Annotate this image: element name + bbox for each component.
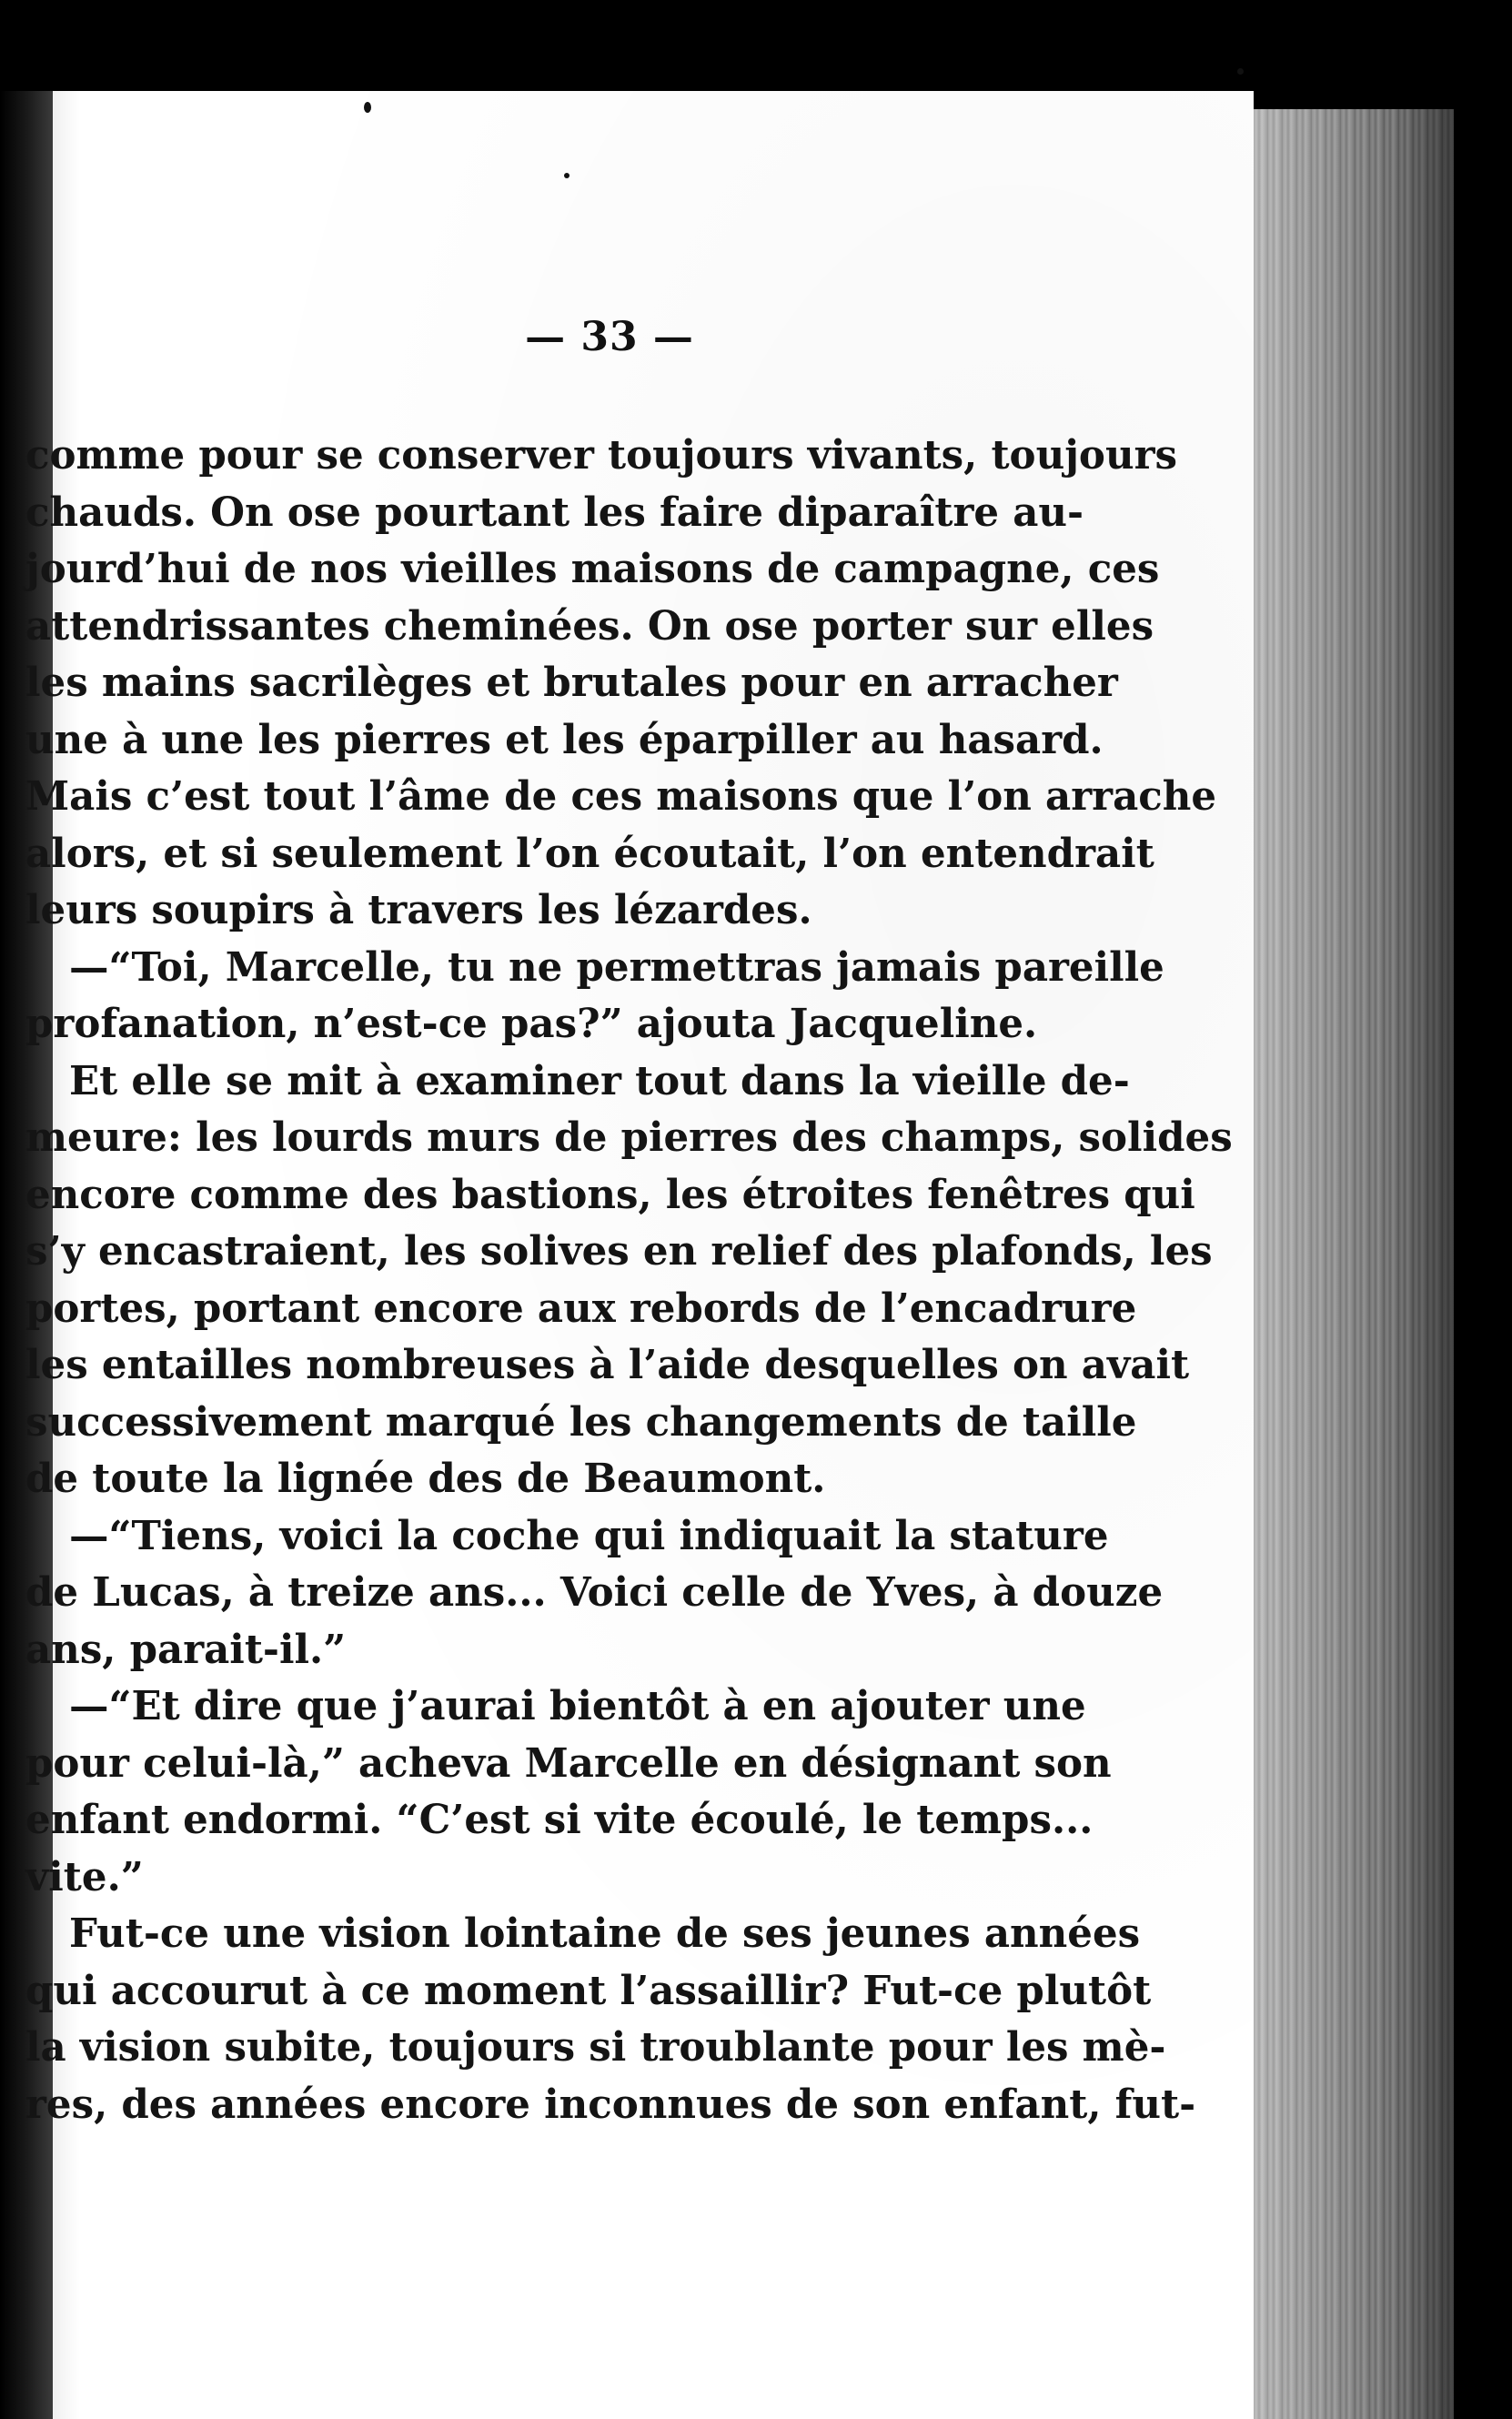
text-line: de Lucas, à treize ans... Voici celle de Yves, à douze: [25, 1569, 1164, 1616]
text-line: comme pour se conserver toujours vivants, toujours: [25, 432, 1177, 479]
text-line: ans, parait-il.”: [25, 1626, 347, 1673]
text-line: meure: les lourds murs de pierres des champs, solides: [25, 1114, 1233, 1161]
text-line: la vision subite, toujours si troublante pour les mè-: [25, 2024, 1166, 2071]
page-number: — 33 —: [525, 314, 694, 360]
ink-speck: [564, 173, 570, 178]
text-line: —“Et dire que j’aurai bientôt à en ajouter une: [69, 1683, 1086, 1729]
text-line: qui accourut à ce moment l’assaillir? Fut-ce plutôt: [25, 1967, 1152, 2014]
text-line: Mais c’est tout l’âme de ces maisons que l’on arrache: [25, 773, 1217, 820]
text-line: une à une les pierres et les éparpiller au hasard.: [25, 716, 1104, 763]
text-line: alors, et si seulement l’on écoutait, l’on entendrait: [25, 830, 1154, 877]
ink-speck: [1237, 68, 1244, 75]
text-line: s’y encastraient, les solives en relief des plafonds, les: [25, 1228, 1213, 1275]
text-line: vite.”: [25, 1853, 144, 1900]
text-line: —“Toi, Marcelle, tu ne permettras jamais pareille: [69, 943, 1164, 991]
text-line: pour celui-là,” acheva Marcelle en désignant son: [25, 1739, 1112, 1787]
text-line: portes, portant encore aux rebords de l’encadrure: [25, 1285, 1137, 1332]
text-line: Et elle se mit à examiner tout dans la vieille de-: [69, 1057, 1130, 1104]
text-line: res, des années encore inconnues de son enfant, fut-: [25, 2081, 1196, 2128]
text-line: chauds. On ose pourtant les faire diparaître au-: [25, 489, 1084, 536]
ink-speck: [364, 102, 371, 113]
text-line: successivement marqué les changements de taille: [25, 1398, 1137, 1446]
scan-background-right: [1454, 0, 1512, 2419]
text-line: attendrissantes cheminées. On ose porter sur elles: [25, 602, 1154, 650]
page-edge-stack: [1254, 109, 1454, 2419]
text-line: encore comme des bastions, les étroites fenêtres qui: [25, 1171, 1195, 1218]
text-line: Fut-ce une vision lointaine de ses jeunes années: [69, 1910, 1141, 1957]
body-text: [25, 428, 1233, 2133]
text-line: enfant endormi. “C’est si vite écoulé, le temps...: [25, 1797, 1094, 1843]
text-line: leurs soupirs à travers les lézardes.: [25, 887, 812, 933]
text-line: —“Tiens, voici la coche qui indiquait la stature: [69, 1512, 1109, 1559]
text-line: profanation, n’est-ce pas?” ajouta Jacqueline.: [25, 1001, 1038, 1047]
text-line: les entailles nombreuses à l’aide desquelles on avait: [25, 1342, 1190, 1388]
text-line: jourd’hui de nos vieilles maisons de campagne, ces: [25, 546, 1160, 592]
text-line: les mains sacrilèges et brutales pour en arracher: [25, 660, 1118, 706]
text-line: de toute la lignée des de Beaumont.: [25, 1456, 826, 1502]
